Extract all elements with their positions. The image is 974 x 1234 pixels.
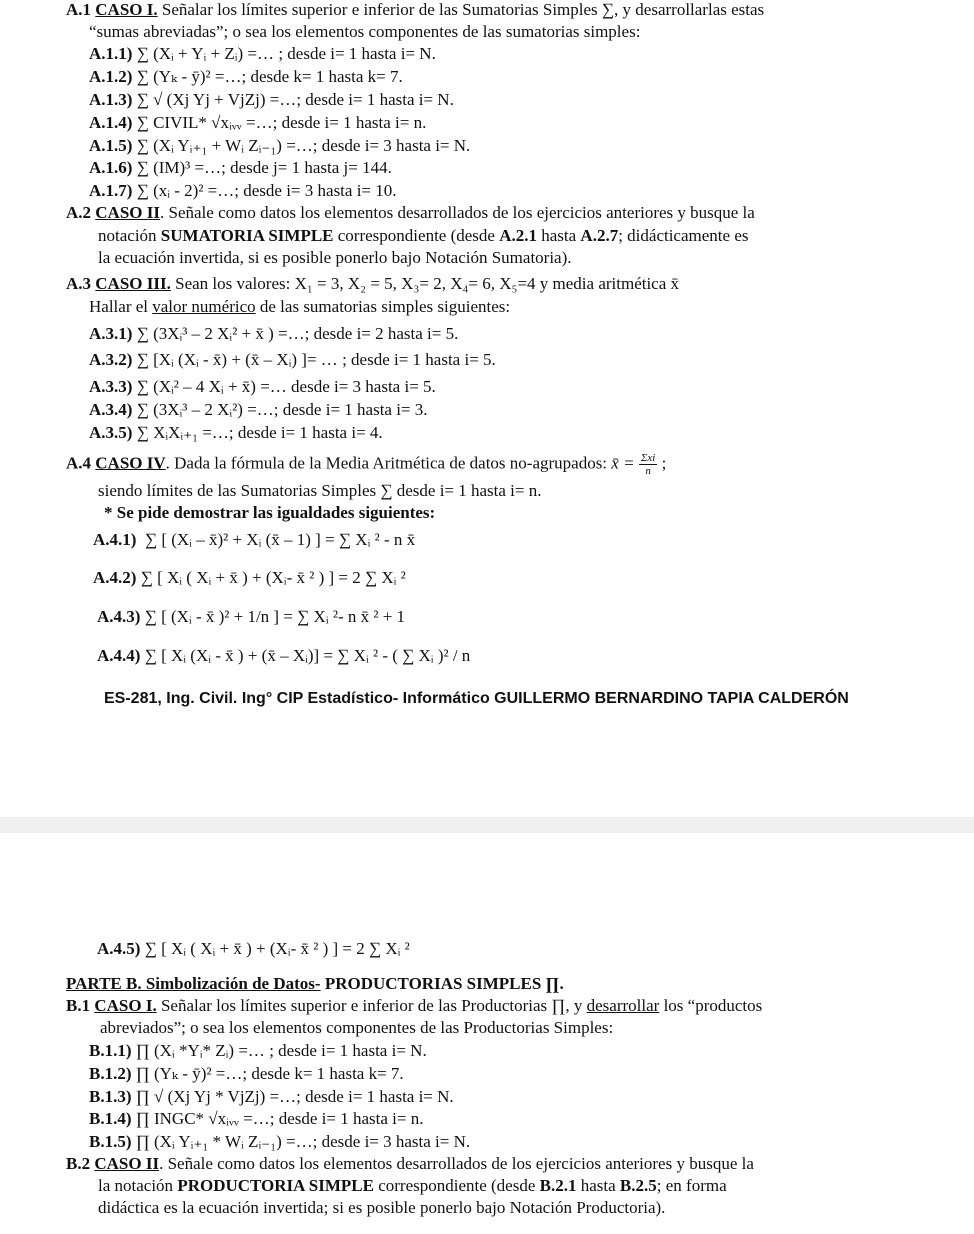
item-id: A.4.2) (93, 568, 137, 587)
page-footer: ES-281, Ing. Civil. Ing° CIP Estadístico- Informático GUILLERMO BERNARDINO TAPIA CALDERÓN (104, 690, 849, 707)
a2-text-part: correspondiente (desde (333, 226, 500, 245)
item-limits: desde i= 2 hasta i= 5. (313, 324, 459, 343)
mean-formula-numerator: Σxi (640, 452, 656, 464)
item-a3-5 (89, 423, 383, 443)
b2-heading-line (66, 1154, 754, 1174)
b2-text-3: didáctica es la ecuación invertida; si es posible ponerlo bajo Notación Productoria). (98, 1198, 666, 1217)
item-a1-3 (89, 90, 454, 110)
a3-caso: CASO III. (95, 274, 171, 293)
item-expr: ∑ [Xᵢ (Xᵢ - x̄) + (x̄ – Xᵢ) ]= … (136, 350, 343, 369)
item-id: B.1.1) (89, 1041, 132, 1060)
item-id: A.1.3) (89, 90, 133, 109)
item-expr: ∑ (3Xᵢ³ – 2 Xᵢ² + x̄ ) =…; (136, 324, 314, 343)
item-id: B.1.2) (89, 1064, 132, 1083)
item-limits: desde i= 1 hasta i= N. (305, 90, 454, 109)
item-id: A.4.1) (93, 530, 137, 549)
item-id: A.1.7) (89, 181, 133, 200)
item-expr: ∏ (Yₖ - ȳ)² =…; (135, 1064, 252, 1083)
b2-text-part: la notación (98, 1176, 178, 1195)
item-limits: ; desde i= 1 hasta i= N. (269, 1041, 427, 1060)
item-expr: ∏ (Xᵢ *Yᵢ* Zᵢ) =… (135, 1041, 270, 1060)
item-a4-3 (97, 607, 405, 627)
a2-text-3: la ecuación invertida, si es posible ponerlo bajo Notación Sumatoria). (98, 248, 572, 267)
a3-text-part: Hallar el (89, 297, 153, 316)
item-id: A.4.3) (97, 607, 141, 626)
item-id: A.1.6) (89, 158, 133, 177)
item-a1-7 (89, 181, 397, 201)
item-a3-4 (89, 400, 428, 420)
b2-text-2 (98, 1176, 727, 1196)
a2-text: . Señale como datos los elementos desarrollados de los ejercicios anteriores y busque la (160, 203, 755, 222)
a3-text-2 (89, 297, 510, 317)
b1-caso: CASO I. (94, 996, 157, 1015)
item-b1-2 (89, 1064, 404, 1084)
item-limits: desde i= 3 hasta i= N. (321, 1132, 471, 1151)
a4-text-2: siendo límites de las Sumatorias Simples ∑ desde i= 1 hasta i= n. (98, 481, 542, 500)
b2-text-part: hasta (576, 1176, 620, 1195)
item-expr: ∑ (Yₖ - ȳ)² =…; (136, 67, 251, 86)
item-expr: ∑ CIVIL* √xᵢᵥᵥ =…; (136, 113, 282, 132)
item-expr: ∑ (Xᵢ Yᵢ₊₁ + Wᵢ Zᵢ₋₁) =…; (136, 136, 322, 155)
item-limits: desde k= 1 hasta k= 7. (250, 67, 403, 86)
item-expr: ∑ (3Xᵢ³ – 2 Xᵢ²) =…; (136, 400, 283, 419)
item-id: A.3.1) (89, 324, 133, 343)
item-a3-1 (89, 324, 458, 344)
item-expr: ∏ (Xᵢ Yᵢ₊₁ * Wᵢ Zᵢ₋₁) =…; (135, 1132, 322, 1151)
item-a1-2 (89, 67, 403, 87)
item-id: A.1.4) (89, 113, 133, 132)
mean-formula-denominator: n (645, 465, 651, 477)
item-expr: ∑ [ Xᵢ (Xᵢ - x̄ ) + (x̄ – Xᵢ)] = ∑ Xᵢ ² - ( ∑ Xᵢ )² / n (144, 646, 471, 665)
item-a4-1 (93, 530, 415, 550)
b1-text-part: los “productos (659, 996, 763, 1015)
item-limits: desde i= 1 hasta i= 4. (237, 423, 383, 442)
a4-instruction: * Se pide demostrar las igualdades siguientes: (104, 503, 436, 522)
b1-label: B.1 (66, 996, 95, 1015)
b2-text: . Señale como datos los elementos desarrollados de los ejercicios anteriores y busque la (159, 1154, 754, 1173)
item-expr: ∏ √ (Xj Yj * VjZj) =…; (135, 1087, 306, 1106)
a4-label: A.4 (66, 453, 96, 473)
item-limits: desde i= 1 hasta i= n. (281, 113, 427, 132)
a3-text-part: de las sumatorias simples siguientes: (255, 297, 511, 316)
a2-caso: CASO II (95, 203, 160, 222)
b2-ref-end: B.2.5 (619, 1176, 657, 1195)
item-a1-1 (89, 44, 436, 64)
a2-text-part: ; didácticamente es (618, 226, 749, 245)
b2-label: B.2 (66, 1154, 95, 1173)
item-expr: ∑ XᵢXᵢ₊₁ =…; (136, 423, 238, 442)
item-a4-2 (93, 568, 406, 588)
item-a3-2 (89, 350, 496, 370)
a3-underlined: valor numérico (152, 297, 256, 316)
item-id: B.1.5) (89, 1132, 132, 1151)
item-limits: desde k= 1 hasta k= 7. (251, 1064, 404, 1083)
a1-text: Señalar los límites superior e inferior de las Sumatorias Simples ∑, y desarrollarlas estas (157, 0, 765, 19)
item-limits: desde i= 1 hasta i= N. (305, 1087, 454, 1106)
item-expr: ∑ (xᵢ - 2)² =…; (136, 181, 244, 200)
part-b-title-rest: PRODUCTORIAS SIMPLES ∏. (320, 974, 564, 993)
item-a3-3 (89, 377, 436, 397)
a3-text: Sean los valores: X₁ = 3, X₂ = 5, X₃= 2, X₄= 6, X₅=4 y media aritmética x̄ (170, 274, 680, 293)
item-id: B.1.3) (89, 1087, 132, 1106)
a2-notation: SUMATORIA SIMPLE (160, 226, 334, 245)
item-id: A.3.4) (89, 400, 133, 419)
item-a4-5 (97, 939, 410, 959)
item-expr: ∑ [ (Xᵢ - x̄ )² + 1/n ] = ∑ Xᵢ ²- n x̄ ² + 1 (144, 607, 406, 626)
item-a1-5 (89, 136, 470, 156)
b2-notation: PRODUCTORIA SIMPLE (177, 1176, 374, 1195)
b1-heading-line (66, 996, 762, 1016)
b1-text-2: abreviados”; o sea los elementos componentes de las Productorias Simples: (100, 1018, 614, 1037)
item-limits: ; desde i= 1 hasta i= 5. (342, 350, 496, 369)
item-expr: ∑ (Xᵢ + Yᵢ + Zᵢ) =… (136, 44, 279, 63)
a2-text-part: hasta (536, 226, 581, 245)
a2-text-part: notación (98, 226, 161, 245)
a1-heading-line (66, 0, 764, 20)
item-id: A.3.5) (89, 423, 133, 442)
a3-heading-line (66, 274, 679, 294)
b2-text-part: correspondiente (desde (373, 1176, 540, 1195)
item-id: A.4.4) (97, 646, 141, 665)
item-expr: ∑ √ (Xj Yj + VjZj) =…; (136, 90, 306, 109)
item-b1-1 (89, 1041, 427, 1061)
item-expr: ∑ [ Xᵢ ( Xᵢ + x̄ ) + (Xᵢ- x̄ ² ) ] = 2 ∑ Xᵢ ² (140, 568, 406, 587)
a1-text-2: “sumas abreviadas”; o sea los elementos componentes de las sumatorias simples: (89, 22, 641, 41)
a1-label: A.1 (66, 0, 96, 19)
item-expr: ∏ INGC* √xᵢᵥᵥ =…; (135, 1109, 279, 1128)
item-limits: desde i= 1 hasta i= 3. (282, 400, 428, 419)
item-limits: desde i= 3 hasta i= 5. (291, 377, 436, 396)
a2-heading-line (66, 203, 755, 223)
item-id: A.1.1) (89, 44, 133, 63)
item-id: A.1.5) (89, 136, 133, 155)
b2-ref-start: B.2.1 (539, 1176, 577, 1195)
item-limits: desde i= 3 hasta i= N. (321, 136, 471, 155)
item-b1-4 (89, 1109, 423, 1129)
item-expr: ∑ [ (Xᵢ – x̄)² + Xᵢ (x̄ – 1) ] = ∑ Xᵢ ² - n x̄ (144, 530, 416, 549)
item-id: A.1.2) (89, 67, 133, 86)
a2-ref-start: A.2.1 (499, 226, 537, 245)
mean-formula-lhs: x̄ = (611, 453, 639, 473)
item-a1-4 (89, 113, 426, 133)
page-break-divider (0, 817, 974, 833)
item-a1-6 (89, 158, 392, 178)
item-id: A.3.3) (89, 377, 133, 396)
a2-label: A.2 (66, 203, 96, 222)
mean-formula-end: ; (657, 453, 667, 473)
b1-text-part: Señalar los límites superior e inferior de las Productorias ∏, y (156, 996, 587, 1015)
b2-caso: CASO II (94, 1154, 160, 1173)
a2-text-2 (98, 226, 748, 246)
a4-heading-line (66, 452, 666, 477)
a2-ref-end: A.2.7 (580, 226, 619, 245)
item-id: B.1.4) (89, 1109, 132, 1128)
item-limits: desde i= 1 hasta i= n. (278, 1109, 424, 1128)
item-b1-5 (89, 1132, 470, 1152)
a4-text: . Dada la fórmula de la Media Aritmética de datos no-agrupados: (165, 453, 612, 473)
b1-underlined: desarrollar (586, 996, 660, 1015)
item-expr: ∑ [ Xᵢ ( Xᵢ + x̄ ) + (Xᵢ- x̄ ² ) ] = 2 ∑ Xᵢ ² (144, 939, 410, 958)
item-limits: ; desde i= 1 hasta i= N. (278, 44, 436, 63)
a1-caso: CASO I. (95, 0, 158, 19)
part-b-title (66, 974, 564, 994)
item-expr: ∑ (IM)³ =…; (136, 158, 231, 177)
a4-caso: CASO IV (95, 453, 166, 473)
item-limits: desde i= 3 hasta i= 10. (243, 181, 397, 200)
item-id: A.3.2) (89, 350, 133, 369)
b2-text-part: ; en forma (656, 1176, 727, 1195)
part-b-title-underlined: PARTE B. Simbolización de Datos- (66, 974, 321, 993)
item-limits: desde j= 1 hasta j= 144. (230, 158, 392, 177)
item-b1-3 (89, 1087, 454, 1107)
item-a4-4 (97, 646, 470, 666)
a3-label: A.3 (66, 274, 96, 293)
item-expr: ∑ (Xᵢ² – 4 Xᵢ + x̄) =… (136, 377, 292, 396)
item-id: A.4.5) (97, 939, 141, 958)
mean-formula-fraction (639, 452, 657, 477)
